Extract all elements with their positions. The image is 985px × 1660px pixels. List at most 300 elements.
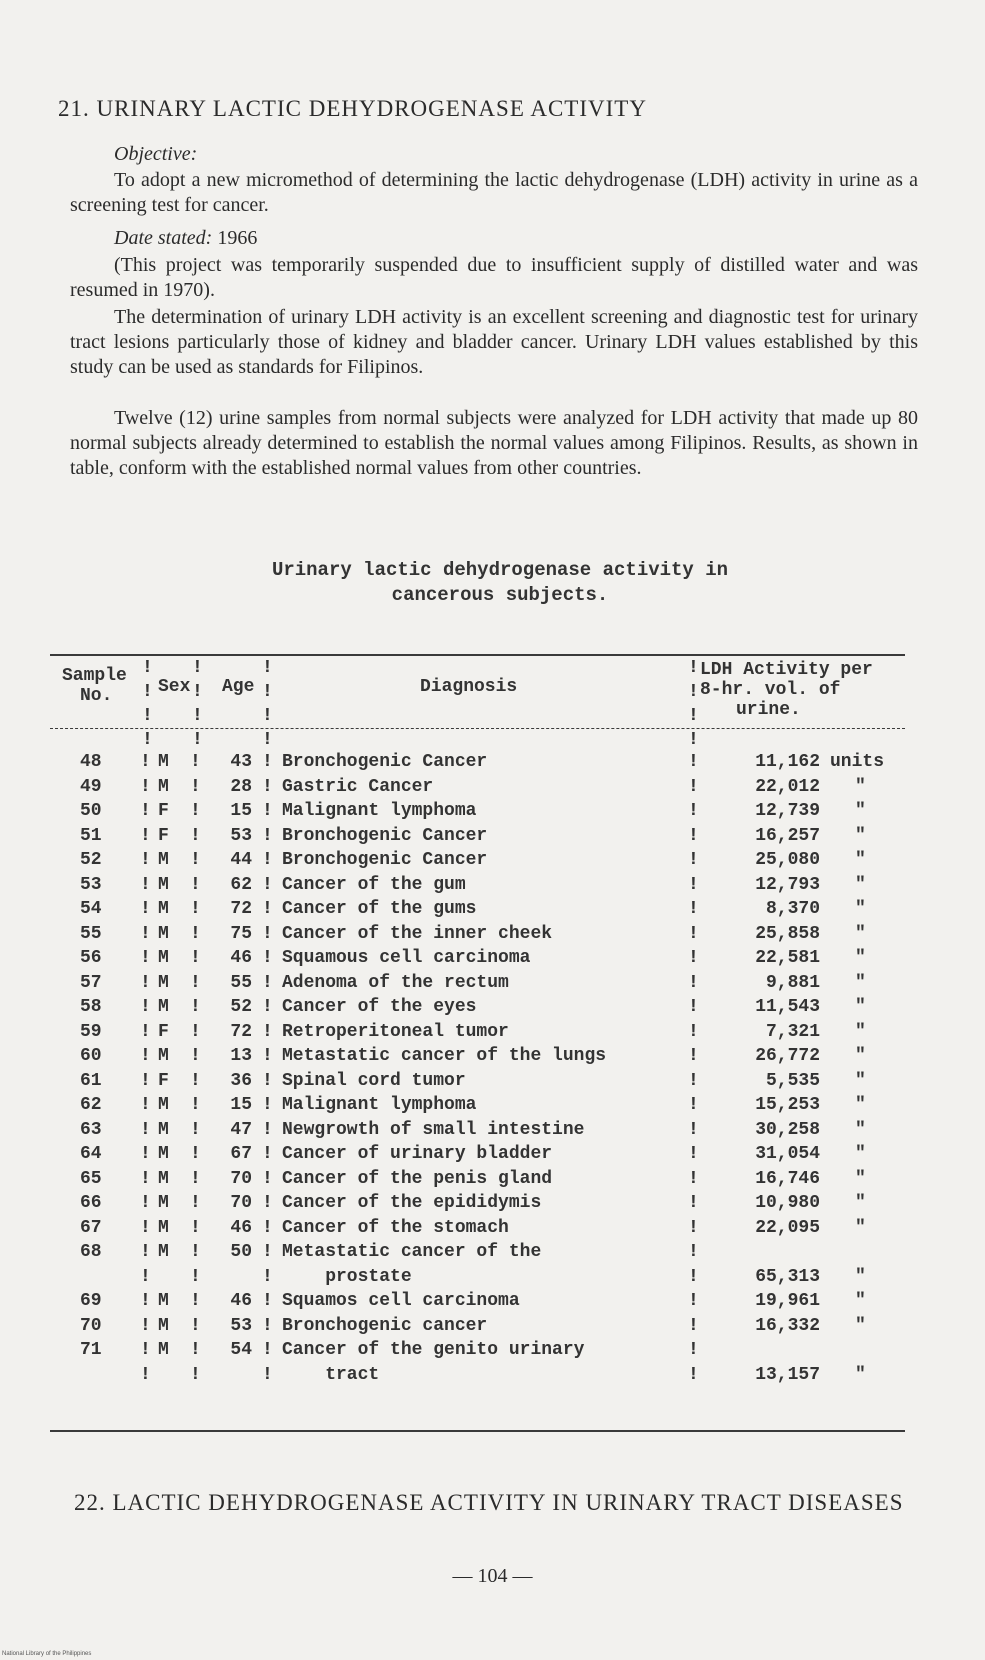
cell-sex: M	[158, 850, 169, 870]
cell-separator: !	[140, 1364, 151, 1385]
cell-separator: !	[262, 1364, 273, 1385]
cell-separator: !	[190, 1242, 201, 1262]
header-ldh-line-2: 8-hr. vol. of	[700, 680, 841, 700]
cell-age: 62	[230, 874, 252, 895]
cell-diagnosis: Bronchogenic cancer	[282, 1315, 488, 1336]
samples-paragraph	[70, 406, 918, 481]
cell-separator: !	[262, 1095, 273, 1115]
cell-separator: !	[262, 899, 273, 919]
cell-ldh-value: 22,095	[755, 1217, 820, 1238]
cell-separator: !	[688, 1340, 699, 1360]
cell-age: 52	[230, 997, 252, 1017]
cell-separator: !	[262, 972, 273, 993]
caption-line-2: cancerous subjects.	[391, 584, 609, 606]
cell-separator: !	[262, 1046, 273, 1066]
cell-ldh-value: 30,258	[755, 1119, 820, 1140]
cell-ldh-value: 11,162	[755, 752, 820, 772]
cell-diagnosis: Newgrowth of small intestine	[282, 1119, 585, 1140]
cell-sample-no: 66	[80, 1193, 102, 1213]
header-ldh-line-1: LDH Activity per	[700, 660, 873, 680]
cell-separator: !	[688, 752, 699, 772]
cell-separator: !	[262, 1193, 273, 1213]
cell-sample-no: 68	[80, 1242, 102, 1262]
cell-sample-no: 49	[80, 776, 102, 797]
cell-separator: !	[688, 1364, 699, 1385]
cell-separator: !	[262, 1021, 273, 1042]
cell-unit: "	[855, 1364, 866, 1385]
cell-separator: !	[688, 874, 699, 895]
cell-separator: !	[688, 1315, 699, 1336]
cell-diagnosis: tract	[282, 1364, 380, 1385]
cell-age: 46	[230, 948, 252, 968]
cell-separator: !	[262, 923, 273, 944]
table-row	[50, 873, 910, 898]
cell-separator: !	[140, 1119, 151, 1140]
cell-sex: M	[158, 1217, 169, 1238]
cell-sex: F	[158, 1021, 169, 1042]
cell-separator: !	[688, 1168, 699, 1189]
cell-age: 75	[230, 923, 252, 944]
cell-ldh-value: 16,332	[755, 1315, 820, 1336]
table-row	[50, 1363, 910, 1388]
table-row	[50, 1289, 910, 1314]
cell-separator: !	[262, 1340, 273, 1360]
cell-unit: "	[855, 1144, 866, 1164]
cell-sample-no: 56	[80, 948, 102, 968]
cell-ldh-value: 12,793	[755, 874, 820, 895]
cell-unit: "	[855, 948, 866, 968]
cell-diagnosis: Cancer of the gum	[282, 874, 466, 895]
cell-sample-no: 71	[80, 1340, 102, 1360]
cell-separator: !	[140, 923, 151, 944]
cell-separator: !	[688, 776, 699, 797]
cell-separator: !	[140, 1315, 151, 1336]
cell-unit: "	[855, 1217, 866, 1238]
cell-diagnosis: Cancer of the inner cheek	[282, 923, 553, 944]
cell-ldh-value: 31,054	[755, 1144, 820, 1164]
table-row	[50, 1314, 910, 1339]
cell-diagnosis: Bronchogenic Cancer	[282, 752, 488, 772]
cell-separator: !	[688, 948, 699, 968]
cell-separator: !	[190, 850, 201, 870]
table-row	[50, 1338, 910, 1363]
cell-diagnosis: Metastatic cancer of the	[282, 1242, 542, 1262]
samples-text: Twelve (12) urine samples from normal subjects were analyzed for LDH activity that made up 80 normal subjects already determined to establish the normal values among Filipinos. Results, as shown in table, conform with the established normal values from other countries.	[70, 407, 918, 479]
cell-separator: !	[262, 1266, 273, 1287]
cell-sex: M	[158, 1291, 169, 1311]
cell-age: 43	[230, 752, 252, 772]
cell-diagnosis: prostate	[282, 1266, 412, 1287]
cell-separator: !	[190, 1144, 201, 1164]
cell-separator: !	[140, 1291, 151, 1311]
cell-diagnosis: Adenoma of the rectum	[282, 972, 509, 993]
cell-diagnosis: Cancer of the genito urinary	[282, 1340, 585, 1360]
cell-unit: "	[855, 776, 866, 797]
cell-age: 13	[230, 1046, 252, 1066]
cell-sample-no: 51	[80, 825, 102, 846]
cell-ldh-value: 9,881	[765, 972, 820, 993]
objective-label	[70, 142, 918, 167]
cell-sex: M	[158, 1315, 169, 1336]
cell-unit: units	[830, 752, 885, 772]
section-heading: 21. URINARY LACTIC DEHYDROGENASE ACTIVITY	[58, 96, 647, 121]
cell-separator: !	[688, 1242, 699, 1262]
cell-separator: !	[688, 1119, 699, 1140]
cell-separator: !	[262, 948, 273, 968]
cell-age: 72	[230, 899, 252, 919]
next-section-heading: 22. LACTIC DEHYDROGENASE ACTIVITY IN URINARY TRACT DISEASES	[74, 1490, 904, 1515]
cell-age: 44	[230, 850, 252, 870]
cell-sex: M	[158, 874, 169, 895]
cell-age: 47	[230, 1119, 252, 1140]
cell-diagnosis: Retroperitoneal tumor	[282, 1021, 509, 1042]
cell-separator: !	[262, 997, 273, 1017]
determination-paragraph	[70, 305, 918, 380]
cell-separator: !	[190, 923, 201, 944]
table-row	[50, 1142, 910, 1167]
table-row	[50, 1216, 910, 1241]
header-separator-3: ! ! ! !	[262, 658, 273, 750]
cell-separator: !	[688, 1021, 699, 1042]
cell-separator: !	[190, 1291, 201, 1311]
table-header-rule	[50, 728, 905, 729]
cell-sample-no: 50	[80, 801, 102, 821]
cell-separator: !	[262, 1217, 273, 1238]
table-row	[50, 1265, 910, 1290]
cell-separator: !	[190, 776, 201, 797]
header-separator-4: ! ! ! !	[688, 658, 699, 750]
page-number: — 104 —	[452, 1565, 533, 1587]
cell-separator: !	[190, 1340, 201, 1360]
cell-separator: !	[688, 1095, 699, 1115]
cell-age: 36	[230, 1070, 252, 1091]
cell-sex: M	[158, 923, 169, 944]
cell-unit: "	[855, 1070, 866, 1091]
cell-sample-no: 70	[80, 1315, 102, 1336]
cell-age: 54	[230, 1340, 252, 1360]
cell-separator: !	[190, 1095, 201, 1115]
cell-sample-no: 67	[80, 1217, 102, 1238]
cell-ldh-value: 16,746	[755, 1168, 820, 1189]
header-sample-line-1: Sample	[62, 666, 127, 686]
cell-sex: M	[158, 1144, 169, 1164]
cell-diagnosis: Cancer of the stomach	[282, 1217, 509, 1238]
cell-separator: !	[262, 825, 273, 846]
cell-sample-no: 52	[80, 850, 102, 870]
table-row	[50, 1020, 910, 1045]
header-sample-no	[62, 666, 127, 706]
cell-separator: !	[140, 1340, 151, 1360]
cell-separator: !	[190, 972, 201, 993]
cell-sample-no: 65	[80, 1168, 102, 1189]
cell-separator: !	[262, 1242, 273, 1262]
cell-sample-no: 54	[80, 899, 102, 919]
cell-age: 15	[230, 1095, 252, 1115]
cell-diagnosis: Spinal cord tumor	[282, 1070, 466, 1091]
header-diagnosis: Diagnosis	[420, 677, 518, 697]
header-separator-1: ! ! ! !	[142, 658, 153, 750]
cell-sample-no: 69	[80, 1291, 102, 1311]
cell-sex: M	[158, 1242, 169, 1262]
cell-separator: !	[688, 1266, 699, 1287]
cell-separator: !	[262, 752, 273, 772]
cell-sex: M	[158, 1193, 169, 1213]
cell-unit: "	[855, 899, 866, 919]
table-row	[50, 897, 910, 922]
cell-separator: !	[262, 850, 273, 870]
header-sex: Sex	[158, 677, 191, 697]
cell-age: 72	[230, 1021, 252, 1042]
caption-line-1: Urinary lactic dehydrogenase activity in	[271, 559, 729, 581]
cell-separator: !	[140, 850, 151, 870]
cell-sex: M	[158, 1168, 169, 1189]
cell-separator: !	[140, 874, 151, 895]
objective-text: To adopt a new micromethod of determining the lactic dehydrogenase (LDH) activity in urine as a screening test for cancer.	[70, 169, 918, 216]
cell-ldh-value: 5,535	[765, 1070, 820, 1091]
suspended-text: (This project was temporarily suspended due to insufficient supply of distilled water and was resumed in 1970).	[70, 254, 918, 301]
cell-ldh-value: 8,370	[765, 899, 820, 919]
cell-separator: !	[190, 1021, 201, 1042]
cell-unit: "	[855, 801, 866, 821]
cell-ldh-value: 19,961	[755, 1291, 820, 1311]
cell-sample-no: 59	[80, 1021, 102, 1042]
cell-diagnosis: Malignant lymphoma	[282, 1095, 477, 1115]
cell-separator: !	[190, 825, 201, 846]
cell-unit: "	[855, 997, 866, 1017]
cell-sample-no: 57	[80, 972, 102, 993]
cell-separator: !	[190, 948, 201, 968]
cell-separator: !	[190, 1119, 201, 1140]
cell-separator: !	[190, 899, 201, 919]
cell-sample-no: 58	[80, 997, 102, 1017]
cell-unit: "	[855, 972, 866, 993]
cell-separator: !	[140, 1242, 151, 1262]
cell-separator: !	[688, 899, 699, 919]
cell-separator: !	[262, 776, 273, 797]
cell-diagnosis: Squamos cell carcinoma	[282, 1291, 520, 1311]
cell-ldh-value: 22,012	[755, 776, 820, 797]
table-row	[50, 824, 910, 849]
cell-diagnosis: Cancer of the epididymis	[282, 1193, 542, 1213]
cell-separator: !	[190, 1266, 201, 1287]
cell-sex: F	[158, 825, 169, 846]
cell-separator: !	[688, 1193, 699, 1213]
suspended-paragraph	[70, 253, 918, 303]
cell-age: 46	[230, 1217, 252, 1238]
table-row	[50, 1069, 910, 1094]
footer-credit: National Library of the Philippines	[2, 1651, 92, 1657]
cell-sample-no: 63	[80, 1119, 102, 1140]
cell-sex: F	[158, 801, 169, 821]
cell-diagnosis: Cancer of urinary bladder	[282, 1144, 553, 1164]
table-row	[50, 750, 910, 775]
cell-separator: !	[688, 923, 699, 944]
cell-sample-no: 55	[80, 923, 102, 944]
cell-separator: !	[140, 948, 151, 968]
cell-separator: !	[140, 1217, 151, 1238]
cell-separator: !	[262, 874, 273, 895]
cell-separator: !	[140, 801, 151, 821]
cell-separator: !	[262, 1291, 273, 1311]
cell-sex: M	[158, 752, 169, 772]
cell-separator: !	[688, 801, 699, 821]
cell-separator: !	[140, 899, 151, 919]
date-value: 1966	[217, 227, 258, 249]
cell-age: 53	[230, 1315, 252, 1336]
cell-separator: !	[262, 1144, 273, 1164]
table-row	[50, 1044, 910, 1069]
cell-separator: !	[688, 1291, 699, 1311]
cell-sample-no: 53	[80, 874, 102, 895]
table-row	[50, 995, 910, 1020]
cell-sex: F	[158, 1070, 169, 1091]
cell-separator: !	[262, 1315, 273, 1336]
table-top-rule	[50, 654, 905, 656]
cell-unit: "	[855, 850, 866, 870]
cell-age: 70	[230, 1168, 252, 1189]
header-ldh-line-3: urine.	[736, 700, 801, 720]
table-row	[50, 1167, 910, 1192]
header-age: Age	[222, 677, 255, 697]
cell-separator: !	[140, 1070, 151, 1091]
cell-ldh-value: 16,257	[755, 825, 820, 846]
objective-paragraph	[70, 168, 918, 218]
header-ldh-activity	[700, 660, 873, 720]
cell-separator: !	[262, 1119, 273, 1140]
cell-separator: !	[140, 825, 151, 846]
cell-separator: !	[262, 1070, 273, 1091]
cell-diagnosis: Bronchogenic Cancer	[282, 850, 488, 870]
cell-ldh-value: 10,980	[755, 1193, 820, 1213]
cell-separator: !	[262, 801, 273, 821]
cell-sex: M	[158, 1046, 169, 1066]
cell-age: 53	[230, 825, 252, 846]
cell-ldh-value: 7,321	[765, 1021, 820, 1042]
cell-sex: M	[158, 776, 169, 797]
cell-diagnosis: Metastatic cancer of the lungs	[282, 1046, 607, 1066]
cell-separator: !	[190, 1168, 201, 1189]
cell-sample-no: 64	[80, 1144, 102, 1164]
header-separator-2: ! ! ! !	[192, 658, 203, 750]
cell-age: 28	[230, 776, 252, 797]
cell-diagnosis: Cancer of the gums	[282, 899, 477, 919]
cell-unit: "	[855, 1266, 866, 1287]
cell-ldh-value: 25,080	[755, 850, 820, 870]
cell-sex: M	[158, 899, 169, 919]
cell-diagnosis: Squamous cell carcinoma	[282, 948, 531, 968]
cell-diagnosis: Gastric Cancer	[282, 776, 434, 797]
cell-separator: !	[190, 997, 201, 1017]
table-bottom-rule	[50, 1430, 905, 1432]
cell-sex: M	[158, 1095, 169, 1115]
table-row	[50, 946, 910, 971]
cell-diagnosis: Malignant lymphoma	[282, 801, 477, 821]
cell-ldh-value: 11,543	[755, 997, 820, 1017]
cell-separator: !	[190, 1364, 201, 1385]
cell-unit: "	[855, 1095, 866, 1115]
cell-separator: !	[688, 825, 699, 846]
header-sample-line-2: No.	[80, 686, 113, 706]
cell-separator: !	[688, 972, 699, 993]
cell-sex: M	[158, 1340, 169, 1360]
table-caption	[200, 558, 800, 608]
cell-ldh-value: 25,858	[755, 923, 820, 944]
date-stated	[70, 226, 918, 251]
cell-sex: M	[158, 1119, 169, 1140]
table-row	[50, 775, 910, 800]
cell-sample-no: 60	[80, 1046, 102, 1066]
cell-unit: "	[855, 1193, 866, 1213]
cell-sex: M	[158, 997, 169, 1017]
cell-separator: !	[190, 1046, 201, 1066]
cell-sample-no: 62	[80, 1095, 102, 1115]
cell-unit: "	[855, 923, 866, 944]
cell-separator: !	[140, 1144, 151, 1164]
cell-sample-no: 48	[80, 752, 102, 772]
cell-separator: !	[140, 752, 151, 772]
cell-separator: !	[262, 1168, 273, 1189]
cell-separator: !	[688, 1070, 699, 1091]
cell-unit: "	[855, 1315, 866, 1336]
table-row	[50, 1240, 910, 1265]
cell-separator: !	[140, 972, 151, 993]
table-row	[50, 1093, 910, 1118]
cell-unit: "	[855, 1168, 866, 1189]
cell-separator: !	[688, 1217, 699, 1238]
cell-age: 46	[230, 1291, 252, 1311]
cell-separator: !	[140, 1193, 151, 1213]
cell-sample-no: 61	[80, 1070, 102, 1091]
determination-text: The determination of urinary LDH activity is an excellent screening and diagnostic test for urinary tract lesions particularly those of kidney and bladder cancer. Urinary LDH values established by this study can be used as standards for Filipinos.	[70, 306, 918, 378]
table-row	[50, 1118, 910, 1143]
cell-separator: !	[190, 1315, 201, 1336]
cell-diagnosis: Cancer of the penis gland	[282, 1168, 553, 1189]
cell-unit: "	[855, 825, 866, 846]
cell-ldh-value: 26,772	[755, 1046, 820, 1066]
cell-separator: !	[140, 1021, 151, 1042]
cell-ldh-value: 65,313	[755, 1266, 820, 1287]
date-label: Date stated:	[114, 227, 213, 249]
cell-separator: !	[140, 776, 151, 797]
table-row	[50, 922, 910, 947]
cell-separator: !	[190, 1070, 201, 1091]
cell-age: 67	[230, 1144, 252, 1164]
cell-separator: !	[688, 1144, 699, 1164]
cell-age: 70	[230, 1193, 252, 1213]
cell-separator: !	[190, 874, 201, 895]
cell-unit: "	[855, 1291, 866, 1311]
cell-separator: !	[688, 997, 699, 1017]
cell-ldh-value: 15,253	[755, 1095, 820, 1115]
cell-unit: "	[855, 1046, 866, 1066]
table-row	[50, 799, 910, 824]
table-row	[50, 848, 910, 873]
cell-age: 15	[230, 801, 252, 821]
cell-separator: !	[140, 1266, 151, 1287]
cell-ldh-value: 12,739	[755, 801, 820, 821]
cell-separator: !	[688, 1046, 699, 1066]
table-row	[50, 1191, 910, 1216]
cell-separator: !	[140, 1095, 151, 1115]
table-row	[50, 971, 910, 996]
cell-separator: !	[688, 850, 699, 870]
cell-ldh-value: 22,581	[755, 948, 820, 968]
cell-separator: !	[190, 1217, 201, 1238]
cell-unit: "	[855, 1119, 866, 1140]
cell-separator: !	[140, 997, 151, 1017]
cell-diagnosis: Cancer of the eyes	[282, 997, 477, 1017]
cell-ldh-value: 13,157	[755, 1364, 820, 1385]
